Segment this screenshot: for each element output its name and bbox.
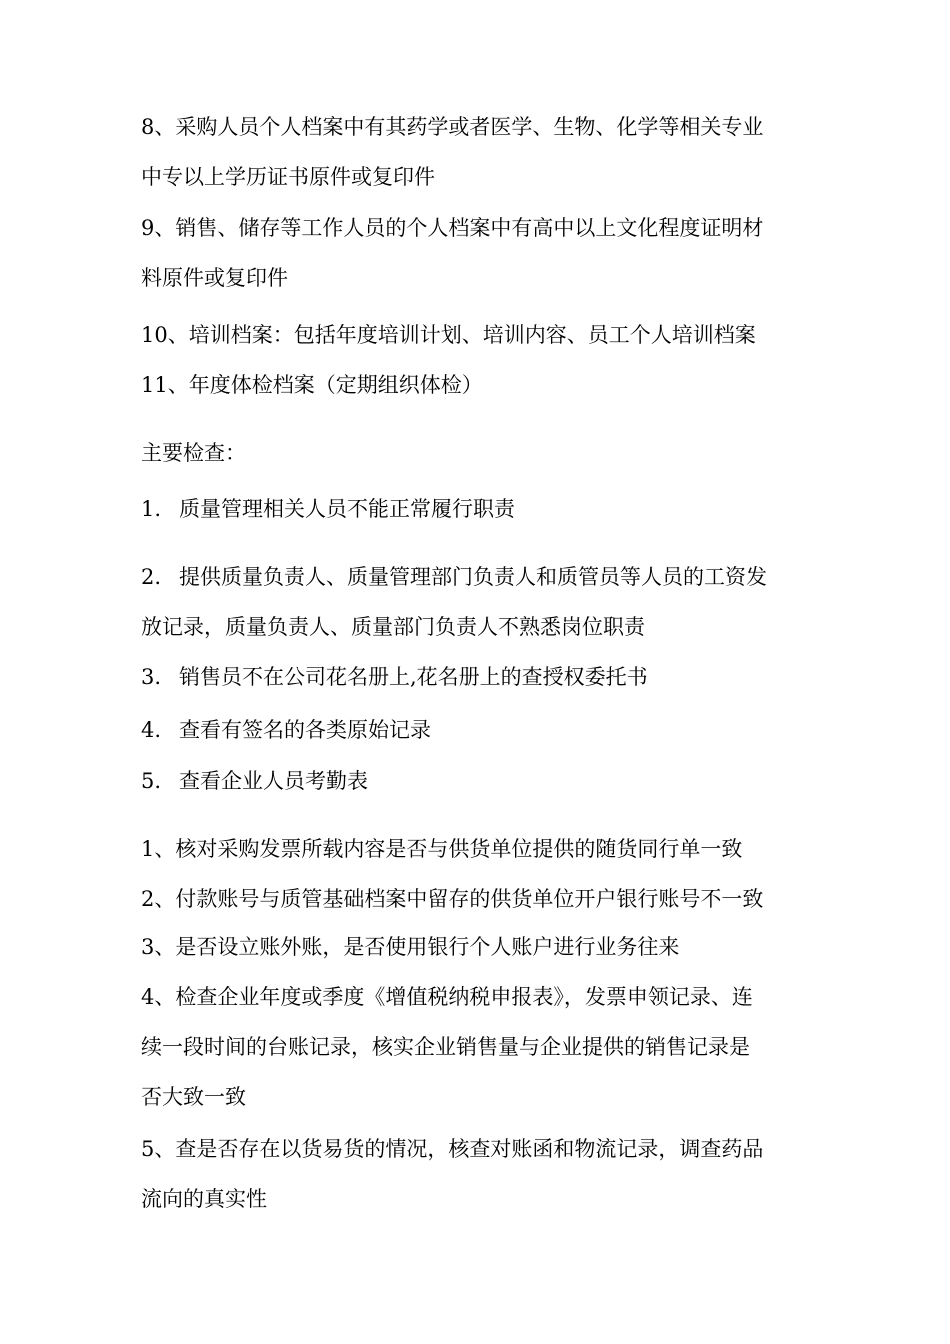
item-8-line-1: 8、采购人员个人档案中有其药学或者医学、生物、化学等相关专业 (141, 115, 764, 139)
finance-item-4-line-2: 续一段时间的台账记录，核实企业销售量与企业提供的销售记录是 (141, 1035, 750, 1059)
check-item-1 (141, 494, 821, 524)
check-item-text: 质量管理相关人员不能正常履行职责 (179, 497, 515, 521)
check-item-number: 2. (141, 565, 162, 589)
item-11: 11、年度体检档案（定期组织体检） (141, 373, 483, 397)
check-item-5 (141, 766, 821, 796)
check-item-text: 放记录，质量负责人、质量部门负责人不熟悉岗位职责 (141, 615, 645, 639)
check-item-number: 5. (141, 769, 162, 793)
main-check-heading: 主要检查： (141, 441, 246, 465)
finance-item-2: 2、付款账号与质管基础档案中留存的供货单位开户银行账号不一致 (141, 887, 764, 911)
check-item-number: 3. (141, 665, 162, 689)
finance-item-5-line-2: 流向的真实性 (141, 1187, 267, 1211)
check-item-4 (141, 715, 821, 745)
item-9-line-2: 料原件或复印件 (141, 266, 288, 290)
finance-item-4-line-1: 4、检查企业年度或季度《增值税纳税申报表》，发票申领记录、连 (141, 985, 753, 1009)
check-item-text: 提供质量负责人、质量管理部门负责人和质管员等人员的工资发 (179, 565, 767, 589)
check-item-3 (141, 662, 821, 692)
check-item-text: 查看企业人员考勤表 (179, 769, 368, 793)
check-item-text: 查看有签名的各类原始记录 (179, 718, 431, 742)
check-item-2 (141, 562, 821, 592)
check-item-2-continued (141, 612, 821, 642)
item-9-line-1: 9、销售、储存等工作人员的个人档案中有高中以上文化程度证明材 (141, 216, 764, 240)
finance-item-5-line-1: 5、查是否存在以货易货的情况，核查对账函和物流记录，调查药品 (141, 1137, 764, 1161)
check-item-text: 销售员不在公司花名册上,花名册上的查授权委托书 (179, 665, 648, 689)
item-10: 10、培训档案：包括年度培训计划、培训内容、员工个人培训档案 (141, 323, 756, 347)
item-8-line-2: 中专以上学历证书原件或复印件 (141, 165, 435, 189)
check-item-number: 4. (141, 718, 162, 742)
finance-item-4-line-3: 否大致一致 (141, 1085, 246, 1109)
finance-item-1: 1、核对采购发票所载内容是否与供货单位提供的随货同行单一致 (141, 837, 743, 861)
finance-item-3: 3、是否设立账外账，是否使用银行个人账户进行业务往来 (141, 935, 680, 959)
check-item-number: 1. (141, 497, 162, 521)
